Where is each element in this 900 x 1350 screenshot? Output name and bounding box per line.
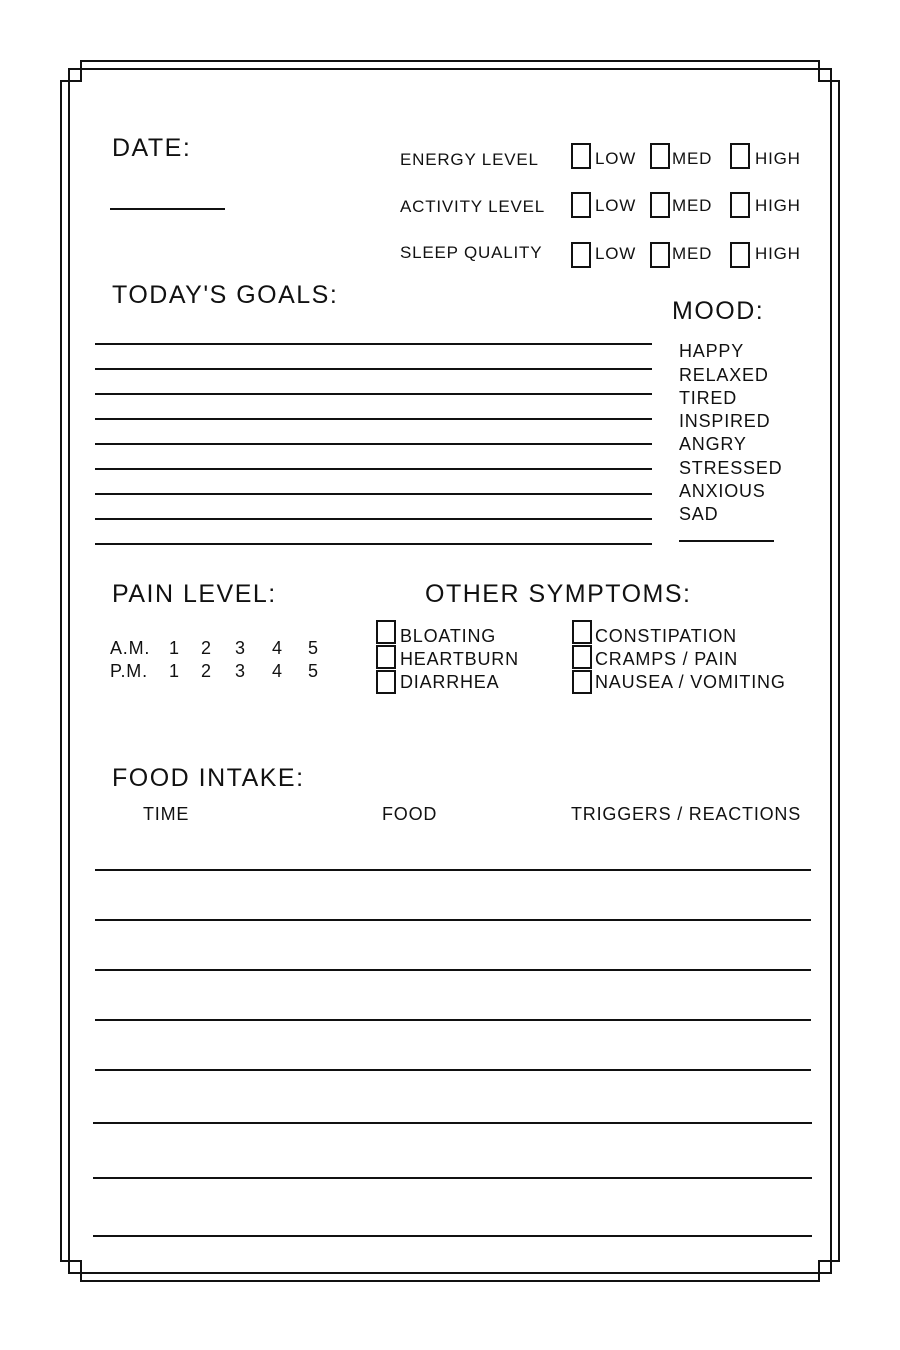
food-entry-line[interactable] [95,1019,811,1021]
activity-high-checkbox[interactable] [730,192,750,218]
energy-high-checkbox[interactable] [730,143,750,169]
corner-bl [70,1260,82,1272]
food-entry-line[interactable] [95,919,811,921]
activity-med-checkbox[interactable] [650,192,670,218]
pain-am-1[interactable]: 1 [169,638,180,658]
heartburn-label: HEARTBURN [400,649,519,669]
corner-br [818,1260,830,1272]
nausea-checkbox[interactable] [572,670,592,694]
activity-low-label: LOW [595,196,637,215]
food-col-food: FOOD [382,804,438,824]
energy-high-label: HIGH [755,149,801,168]
heartburn-checkbox[interactable] [376,645,396,669]
pain-am-2[interactable]: 2 [201,638,212,658]
pain-am-3[interactable]: 3 [235,638,246,658]
food-entry-line[interactable] [93,1235,812,1237]
mood-item[interactable]: INSPIRED [679,411,771,431]
goal-line[interactable] [95,543,652,545]
sleep-med-checkbox[interactable] [650,242,670,268]
sleep-quality-label: SLEEP QUALITY [400,243,543,262]
pain-level-label: PAIN LEVEL: [112,580,277,608]
energy-low-label: LOW [595,149,637,168]
corner-tl [70,70,82,82]
mood-item[interactable]: ANXIOUS [679,481,766,501]
food-entry-line[interactable] [95,869,811,871]
goal-line[interactable] [95,443,652,445]
constipation-label: CONSTIPATION [595,626,737,646]
food-col-time: TIME [143,804,190,824]
activity-med-label: MED [672,196,713,215]
sleep-high-label: HIGH [755,244,801,263]
goal-line[interactable] [95,493,652,495]
food-entry-line[interactable] [95,1069,811,1071]
mood-item[interactable]: RELAXED [679,365,769,385]
goal-line[interactable] [95,418,652,420]
energy-level-label: ENERGY LEVEL [400,150,539,169]
pain-pm-3[interactable]: 3 [235,661,246,681]
sleep-med-label: MED [672,244,713,263]
nausea-label: NAUSEA / VOMITING [595,672,786,692]
constipation-checkbox[interactable] [572,620,592,644]
diarrhea-label: DIARRHEA [400,672,500,692]
energy-med-checkbox[interactable] [650,143,670,169]
food-intake-label: FOOD INTAKE: [112,764,305,792]
cramps-checkbox[interactable] [572,645,592,669]
mood-item[interactable]: HAPPY [679,341,745,361]
symptoms-label: OTHER SYMPTOMS: [425,580,692,608]
sleep-low-checkbox[interactable] [571,242,591,268]
mood-other-field[interactable] [679,540,774,542]
diarrhea-checkbox[interactable] [376,670,396,694]
mood-item[interactable]: ANGRY [679,434,747,454]
goal-line[interactable] [95,518,652,520]
goal-line[interactable] [95,468,652,470]
date-label: DATE: [112,134,192,162]
sleep-high-checkbox[interactable] [730,242,750,268]
food-entry-line[interactable] [95,969,811,971]
bloating-checkbox[interactable] [376,620,396,644]
sleep-low-label: LOW [595,244,637,263]
cramps-label: CRAMPS / PAIN [595,649,739,669]
pain-pm-1[interactable]: 1 [169,661,180,681]
pain-pm-5[interactable]: 5 [308,661,319,681]
bloating-label: BLOATING [400,626,497,646]
mood-item[interactable]: STRESSED [679,458,783,478]
pain-pm-label: P.M. [110,661,148,681]
mood-label: MOOD: [672,297,765,325]
goal-line[interactable] [95,393,652,395]
corner-tr [818,70,830,82]
pain-am-5[interactable]: 5 [308,638,319,658]
activity-low-checkbox[interactable] [571,192,591,218]
pain-am-label: A.M. [110,638,151,658]
goal-line[interactable] [95,368,652,370]
mood-item[interactable]: TIRED [679,388,737,408]
goals-label: TODAY'S GOALS: [112,281,339,309]
date-field[interactable] [110,208,225,210]
pain-am-4[interactable]: 4 [272,638,283,658]
energy-low-checkbox[interactable] [571,143,591,169]
activity-high-label: HIGH [755,196,801,215]
energy-med-label: MED [672,149,713,168]
mood-item[interactable]: SAD [679,504,719,524]
activity-level-label: ACTIVITY LEVEL [400,197,546,216]
pain-pm-4[interactable]: 4 [272,661,283,681]
pain-pm-2[interactable]: 2 [201,661,212,681]
goal-line[interactable] [95,343,652,345]
food-entry-line[interactable] [93,1177,812,1179]
food-entry-line[interactable] [93,1122,812,1124]
food-col-triggers: TRIGGERS / REACTIONS [571,804,802,824]
